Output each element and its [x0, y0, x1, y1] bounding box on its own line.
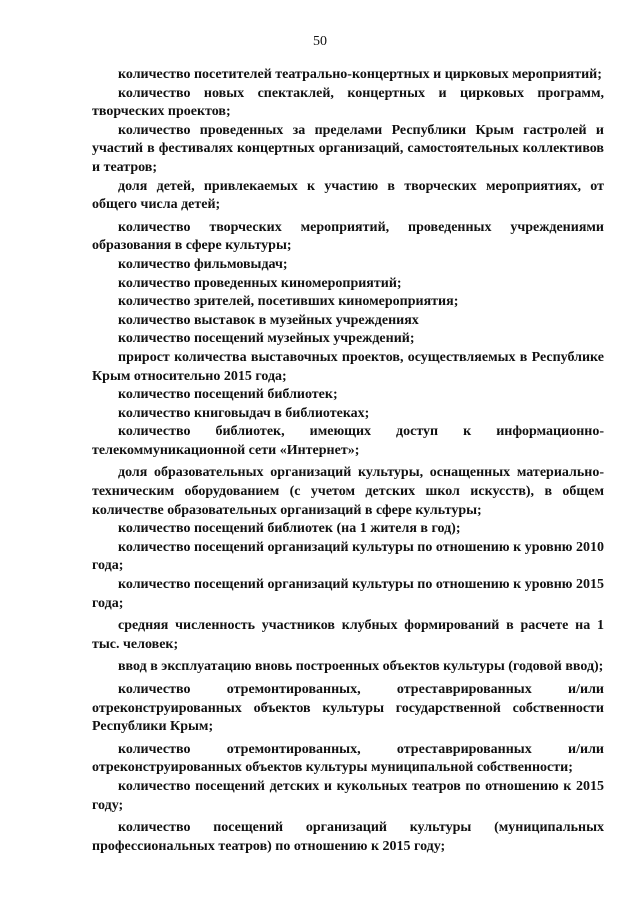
list-item: количество посещений библиотек (на 1 жителя в год);: [118, 521, 461, 537]
list-item: доля детей, привлекаемых к участию в творческих мероприятиях, от общего числа детей;: [92, 178, 604, 213]
list-item: доля образовательных организаций культуры, оснащенных материально-техническим оборудованием (с учетом детских школ искусств), в общем количестве образовательных организаций в сфере культуры;: [92, 465, 604, 518]
list-item: количество книговыдач в библиотеках;: [118, 405, 370, 421]
list-item: количество посещений детских и кукольных театров по отношению к 2015 году;: [92, 778, 604, 813]
list-item: ввод в эксплуатацию вновь построенных объектов культуры (годовой ввод);: [118, 659, 604, 675]
list-item: количество отремонтированных, отреставрированных и/или отреконструированных объектов культуры государственной собственности Республики Крым;: [92, 682, 604, 735]
list-item: количество посещений организаций культуры по отношению к уровню 2015 года;: [92, 577, 604, 611]
list-item: количество выставок в музейных учреждениях: [118, 312, 419, 328]
list-item: количество новых спектаклей, концертных и цирковых программ, творческих проектов;: [92, 85, 604, 120]
list-item: количество творческих мероприятий, проведенных учреждениями образования в сфере культуры;: [92, 219, 604, 254]
list-item: количество проведенных киномероприятий;: [118, 275, 402, 291]
list-item: прирост количества выставочных проектов, осуществляемых в Республике Крым относительно 2015 года;: [92, 349, 604, 384]
list-item: количество отремонтированных, отреставрированных и/или отреконструированных объектов культуры муниципальной собственности;: [92, 741, 604, 776]
list-item: количество посещений библиотек;: [118, 387, 338, 403]
list-item: количество посещений музейных учреждений;: [118, 331, 415, 347]
list-item: средняя численность участников клубных формирований в расчете на 1 тыс. человек;: [92, 618, 604, 652]
list-item: количество посетителей театрально-концертных и цирковых мероприятий;: [118, 67, 602, 82]
list-item: количество зрителей, посетивших киномероприятия;: [118, 294, 459, 310]
list-item: количество проведенных за пределами Республики Крым гастролей и участий в фестивалях концертных организаций, самостоятельных коллективов и театров;: [92, 122, 604, 175]
document-body: [92, 66, 604, 856]
list-item: количество посещений организаций культуры по отношению к уровню 2010 года;: [92, 539, 604, 574]
list-item: количество библиотек, имеющих доступ к информационно-телекоммуникационной сети «Интернет»;: [92, 424, 604, 458]
page-number: 50: [313, 34, 327, 49]
list-item: количество фильмовыдач;: [118, 256, 288, 272]
list-item: количество посещений организаций культуры (муниципальных профессиональных театров) по отношению к 2015 году;: [92, 820, 604, 854]
